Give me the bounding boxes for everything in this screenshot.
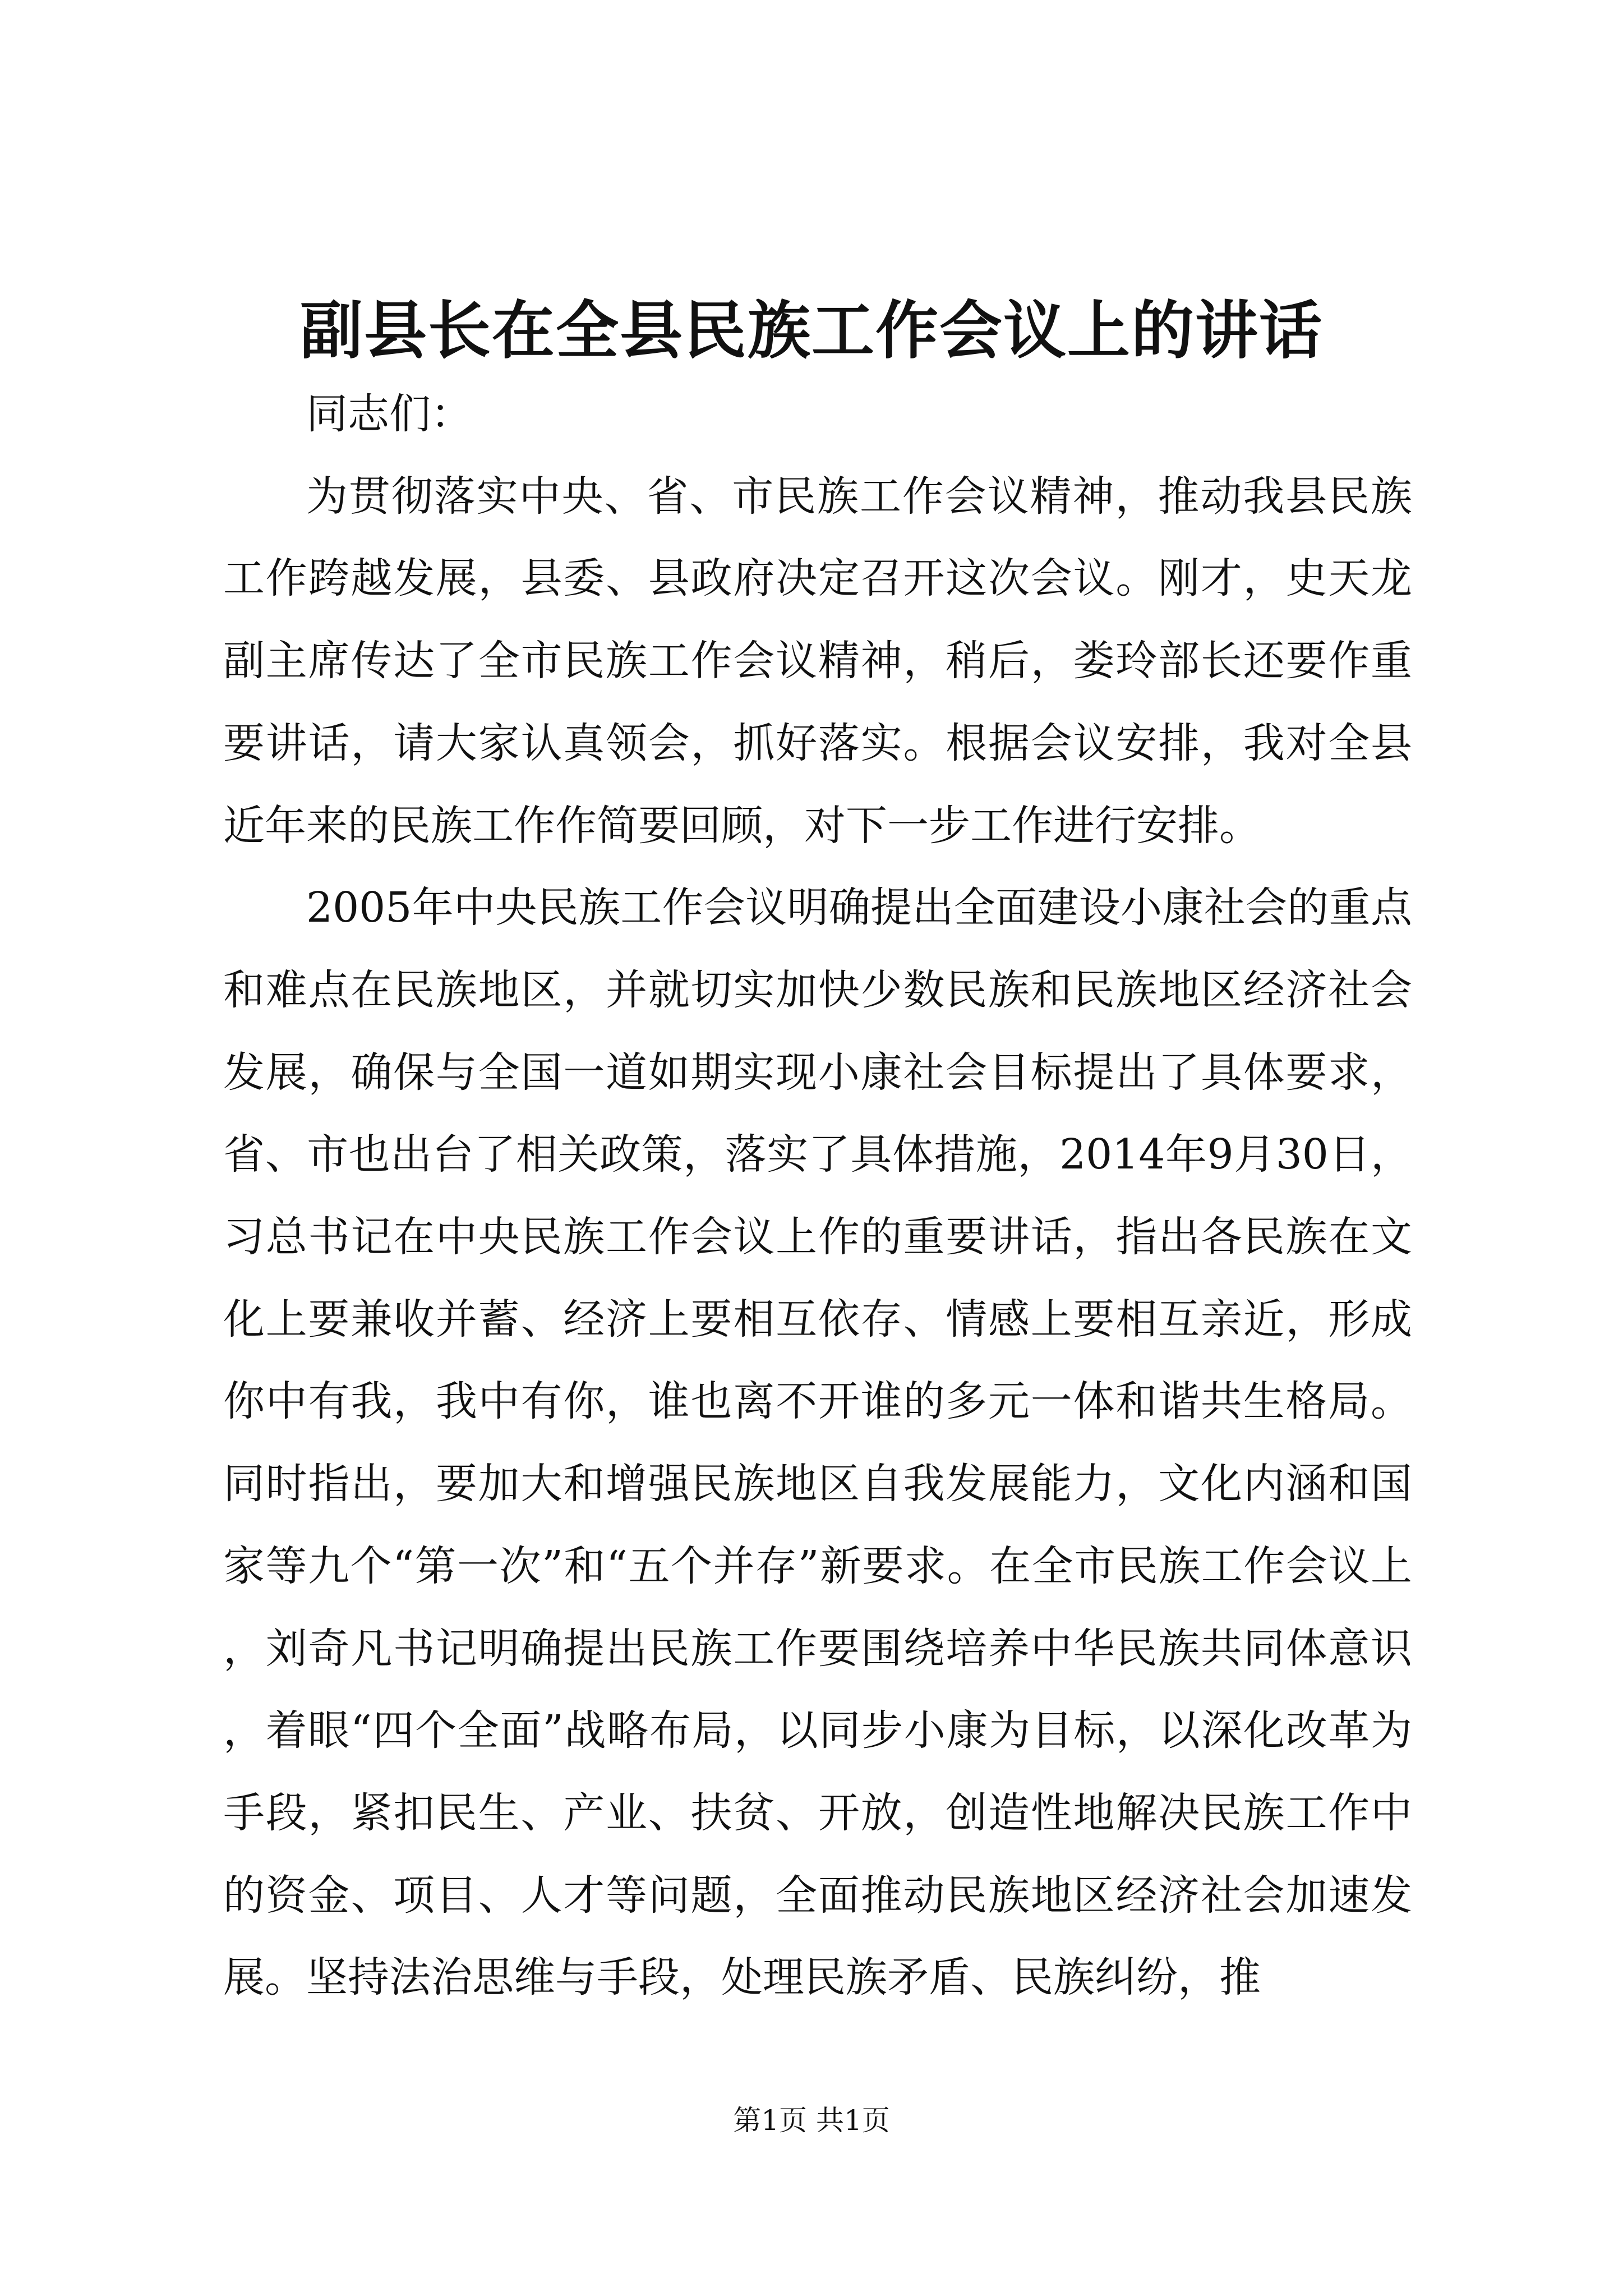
page-footer: 第1页 共1页 <box>733 2104 890 2137</box>
document-title: 副县长在全县民族工作会议上的讲话 <box>300 294 1323 367</box>
document-body <box>223 373 1412 2019</box>
body-paragraph-1: 为贯彻落实中央、省、市民族工作会议精神，推动我县民族工作跨越发展，县委、县政府决定召开这次会议。刚才，史天龙副主席传达了全市民族工作会议精神，稍后，娄玲部长还要作重要讲话，请大家认真领会，抓好落实。根据会议安排，我对全县近年来的民族工作作简要回顾，对下一步工作进行安排。 <box>223 472 1412 850</box>
salutation-paragraph: 同志们： <box>306 390 472 438</box>
body-paragraph-2: 2005年中央民族工作会议明确提出全面建设小康社会的重点和难点在民族地区，并就切实加快少数民族和民族地区经济社会发展，确保与全国一道如期实现小康社会目标提出了具体要求，省、市也出台了相关政策，落实了具体措施，2014年9月30日，习总书记在中央民族工作会议上作的重要讲话，指出各民族在文化上要兼收并蓄、经济上要相互依存、情感上要相互亲近，形成你中有我，我中有你，谁也离不开谁的多元一体和谐共生格局。同时指出，要加大和增强民族地区自我发展能力，文化内涵和国家等九个“第一次”和“五个并存”新要求。在全市民族工作会议上，刘奇凡书记明确提出民族工作要围绕培养中华民族共同体意识，着眼“四个全面”战略布局，以同步小康为目标，以深化改革为手段，紧扣民生、产业、扶贫、开放，创造性地解决民族工作中的资金、项目、人才等问题，全面推动民族地区经济社会加速发展。坚持法治思维与手段，处理民族矛盾、民族纠纷，推 <box>223 884 1412 2002</box>
